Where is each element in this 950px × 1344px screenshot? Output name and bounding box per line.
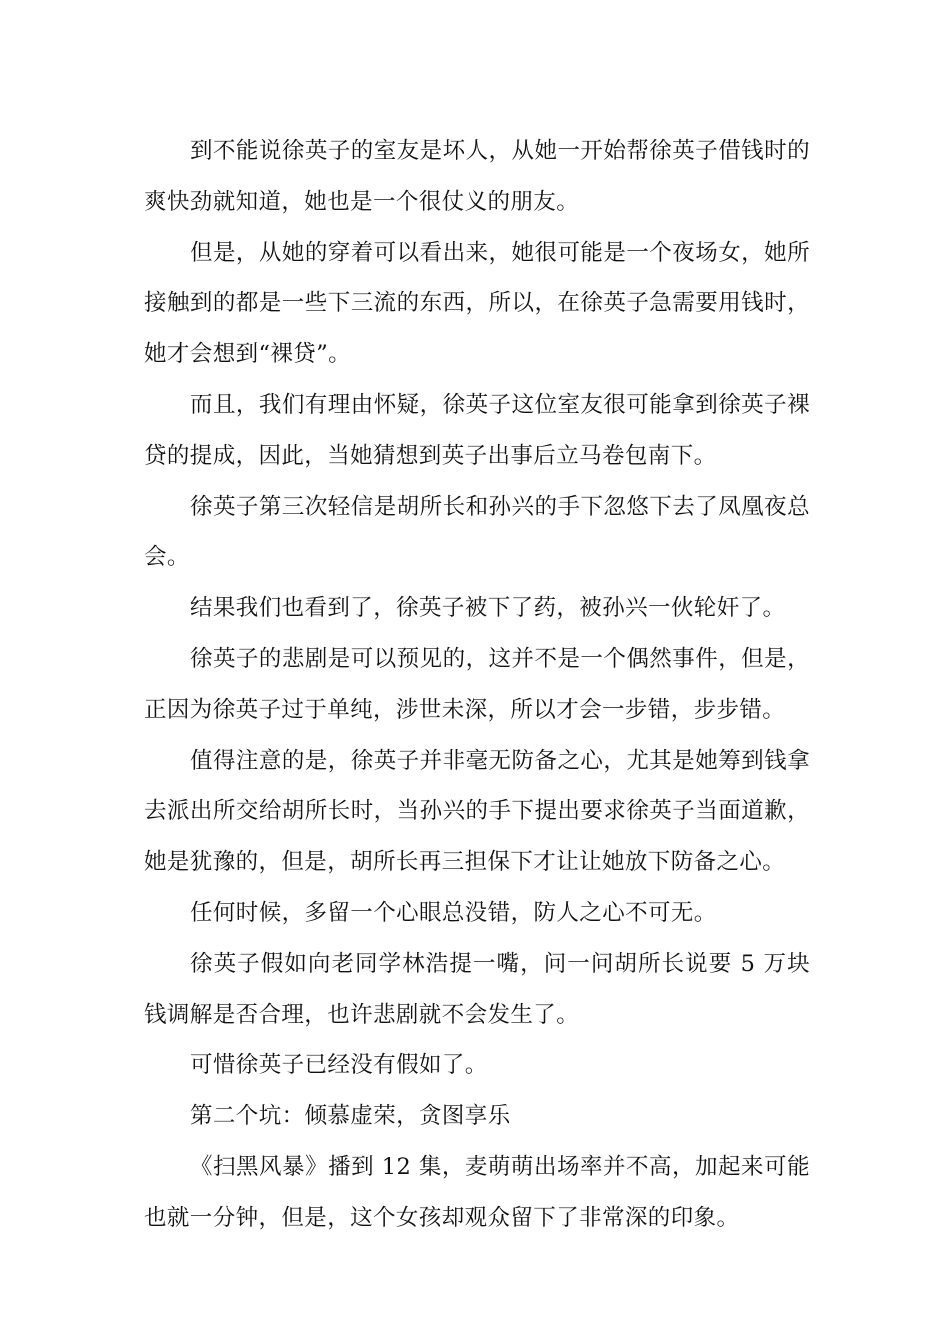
paragraph: 可惜徐英子已经没有假如了。 [190,1052,488,1079]
paragraph: 徐英子的悲剧是可以预见的，这并不是一个偶然事件，但是，正因为徐英子过于单纯，涉世未深，所以才会一步错，步步错。 [144,645,810,723]
paragraph: 任何时候，多留一个心眼总没错，防人之心不可无。 [190,899,717,926]
paragraph: 结果我们也看到了，徐英子被下了药，被孙兴一伙轮奸了。 [190,595,786,622]
paragraph: 而且，我们有理由怀疑，徐英子这位室友很可能拿到徐英子裸贷的提成，因此，当她猜想到英子出事后立马卷包南下。 [144,391,810,469]
paragraph: 徐英子假如向老同学林浩提一嘴，问一问胡所长说要 5 万块钱调解是否合理，也许悲剧就不会发生了。 [144,950,810,1028]
paragraph: 到不能说徐英子的室友是坏人，从她一开始帮徐英子借钱时的爽快劲就知道，她也是一个很仗义的朋友。 [144,138,810,215]
section-heading: 第二个坑：倾慕虚荣，贪图享乐 [190,1103,511,1130]
paragraph: 《扫黑风暴》播到 12 集，麦萌萌出场率并不高，加起来可能也就一分钟，但是，这个女孩却观众留下了非常深的印象。 [144,1153,810,1231]
paragraph: 徐英子第三次轻信是胡所长和孙兴的手下忽悠下去了凤凰夜总会。 [144,493,810,571]
article-body [144,126,810,1244]
paragraph: 但是，从她的穿着可以看出来，她很可能是一个夜场女，她所接触到的都是一些下三流的东西，所以，在徐英子急需要用钱时，她才会想到“裸贷”。 [144,239,810,368]
paragraph: 值得注意的是，徐英子并非毫无防备之心，尤其是她筹到钱拿去派出所交给胡所长时，当孙兴的手下提出要求徐英子当面道歉，她是犹豫的，但是，胡所长再三担保下才让让她放下防备之心。 [144,747,810,876]
